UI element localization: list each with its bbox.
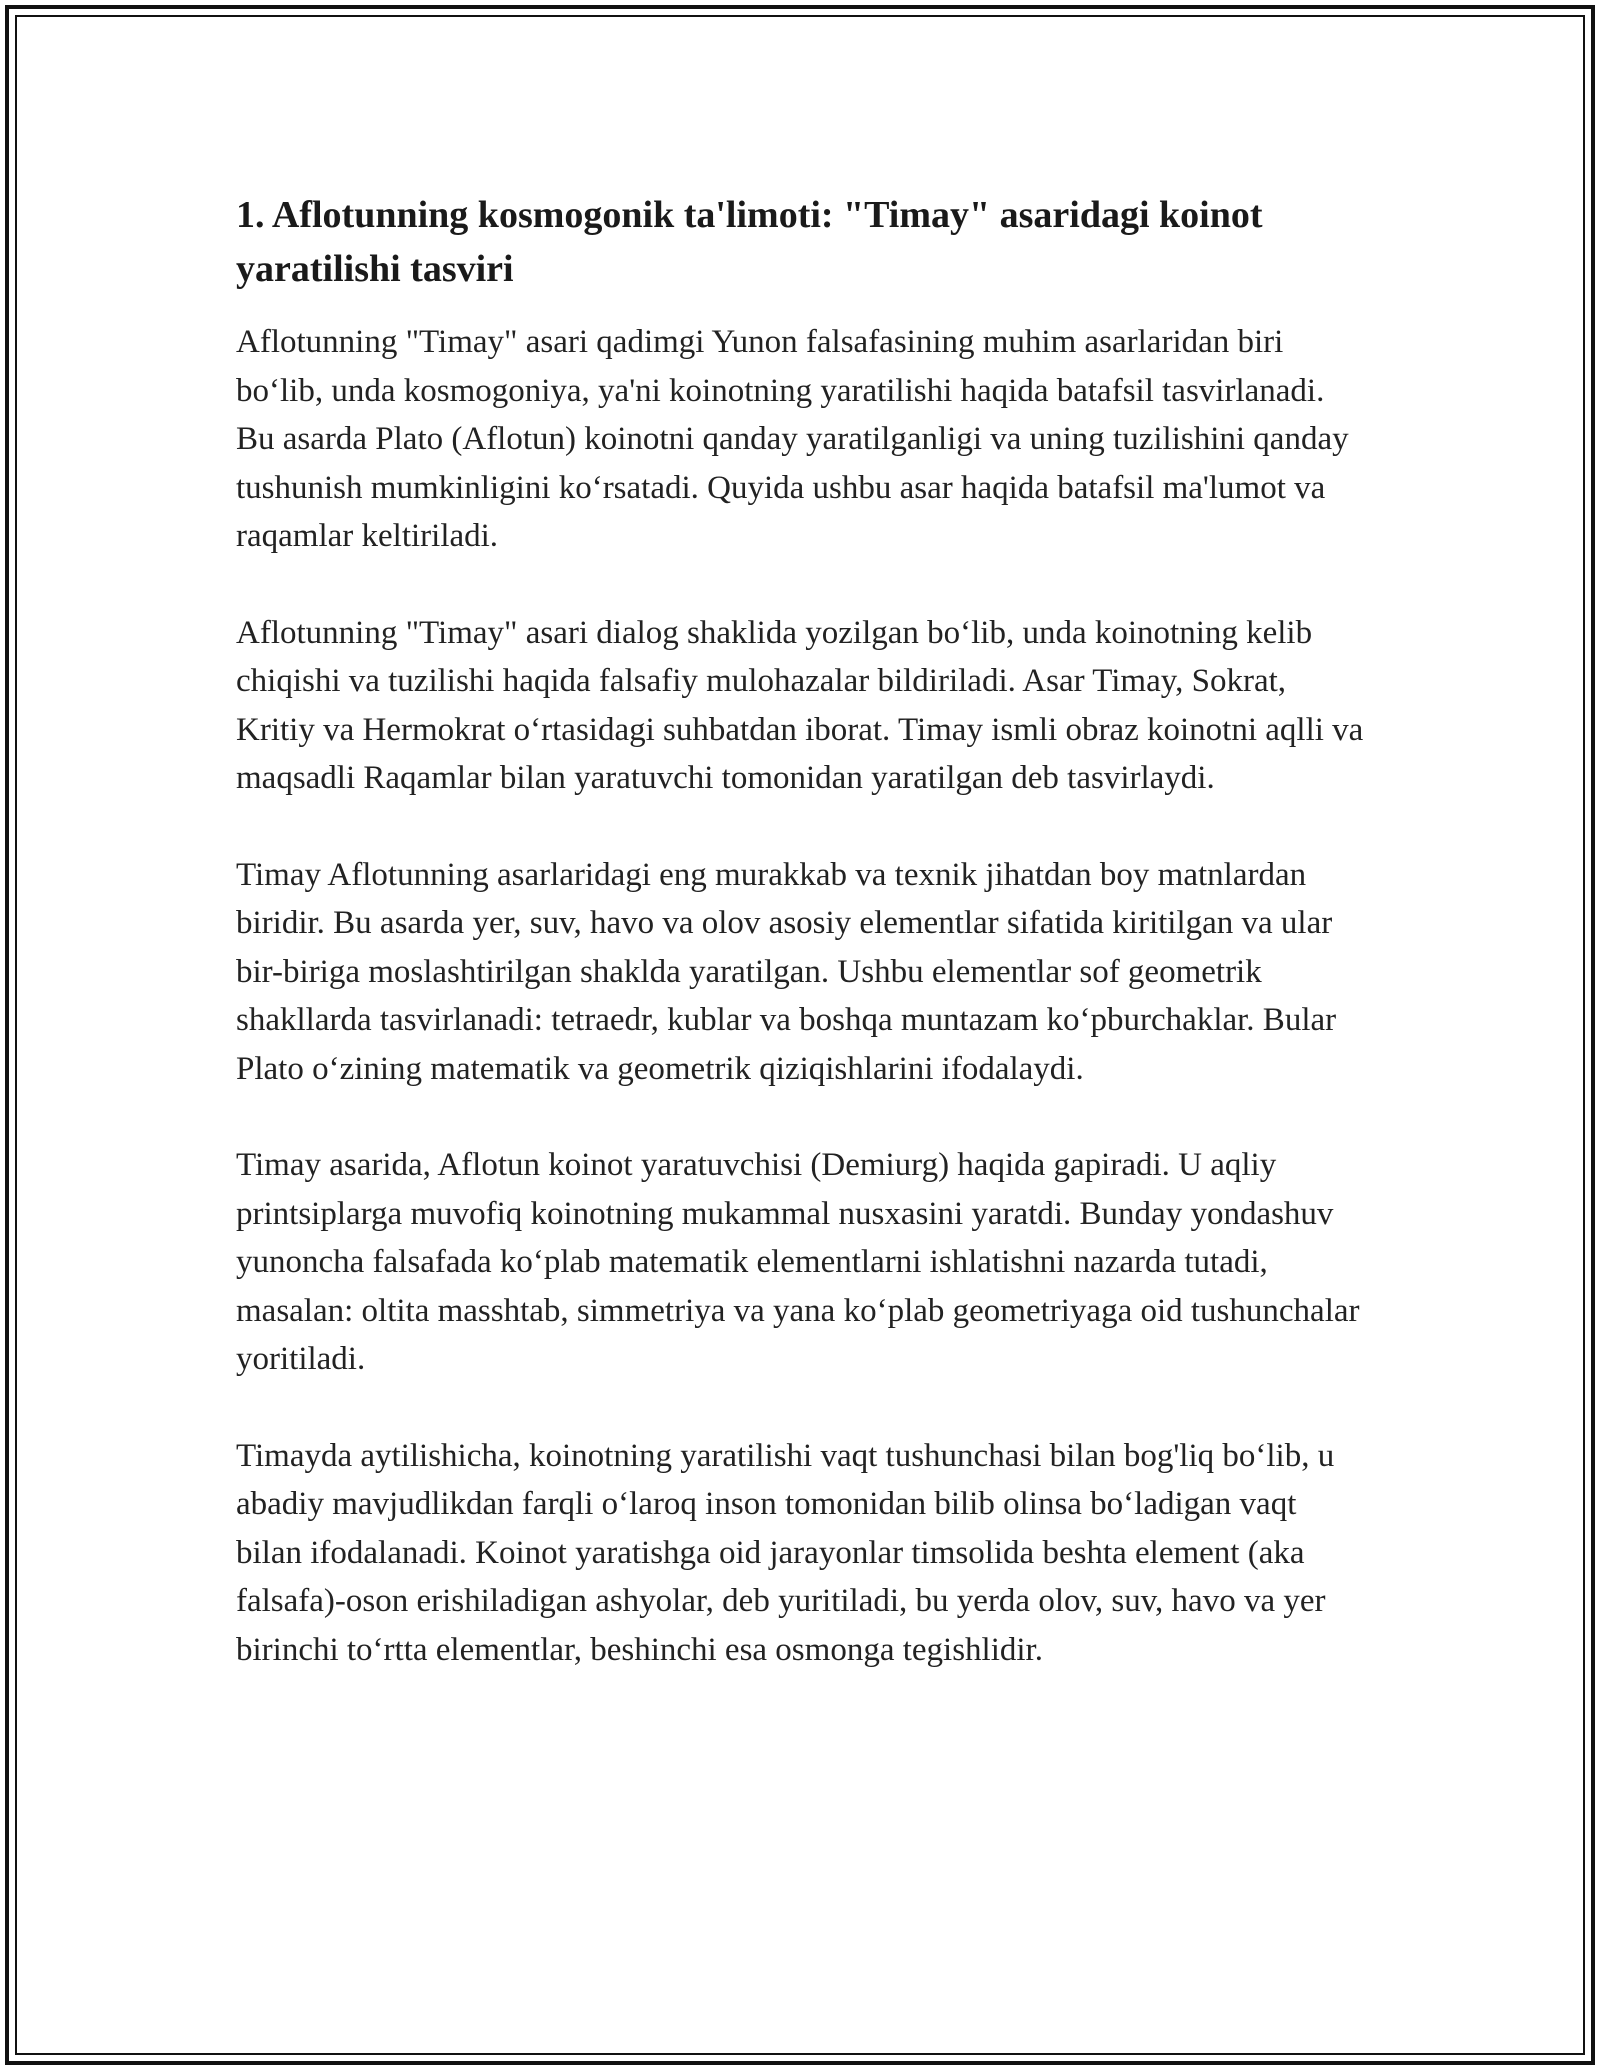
paragraph-5: Timayda aytilishicha, koinotning yaratilishi vaqt tushunchasi bilan bog'liq boʻlib, u abadiy mavjudlikdan farqli oʻlaroq inson tomonidan bilib olinsa boʻladigan vaqt bilan ifodalanadi. Koinot yaratishga oid jarayonlar timsolida beshta element (aka falsafa)-oson erishiladigan ashyolar, deb yuritiladi, bu yerda olov, suv, havo va yer birinchi toʻrtta elementlar, beshinchi esa osmonga tegishlidir. [236, 1437, 1335, 1668]
document-body [236, 188, 1366, 1722]
paragraph-1: Aflotunning "Timay" asari qadimgi Yunon falsafasining muhim asarlaridan biri boʻlib, unda kosmogoniya, ya'ni koinotning yaratilishi haqida batafsil tasvirlanadi. Bu asarda Plato (Aflotun) koinotni qanday yaratilganligi va uning tuzilishini qanday tushunish mumkinligini koʻrsatadi. Quyida ushbu asar haqida batafsil ma'lumot va raqamlar keltiriladi. [236, 324, 1349, 554]
paragraph-3: Timay Aflotunning asarlaridagi eng murakkab va texnik jihatdan boy matnlardan biridir. Bu asarda yer, suv, havo va olov asosiy elementlar sifatida kiritilgan va ular bir-biriga moslashtirilgan shaklda yaratilgan. Ushbu elementlar sof geometrik shakllarda tasvirlanadi: tetraedr, kublar va boshqa muntazam koʻpburchaklar. Bular Plato oʻzining matematik va geometrik qiziqishlarini ifodalaydi. [236, 856, 1337, 1087]
paragraph-2: Aflotunning "Timay" asari dialog shaklida yozilgan boʻlib, unda koinotning kelib chiqishi va tuzilishi haqida falsafiy mulohazalar bildiriladi. Asar Timay, Sokrat, Kritiy va Hermokrat oʻrtasidagi suhbatdan iborat. Timay ismli obraz koinotni aqlli va maqsadli Raqamlar bilan yaratuvchi tomonidan yaratilgan deb tasvirlaydi. [236, 614, 1364, 796]
document-title: 1. Aflotunning kosmogonik ta'limoti: "Timay" asaridagi koinot yaratilishi tasviri [236, 194, 1263, 290]
paragraph-4: Timay asarida, Aflotun koinot yaratuvchisi (Demiurg) haqida gapiradi. U aqliy printsiplarga muvofiq koinotning mukammal nusxasini yaratdi. Bunday yondashuv yunoncha falsafada koʻplab matematik elementlarni ishlatishni nazarda tutadi, masalan: oltita masshtab, simmetriya va yana koʻplab geometriyaga oid tushunchalar yoritiladi. [236, 1147, 1360, 1377]
